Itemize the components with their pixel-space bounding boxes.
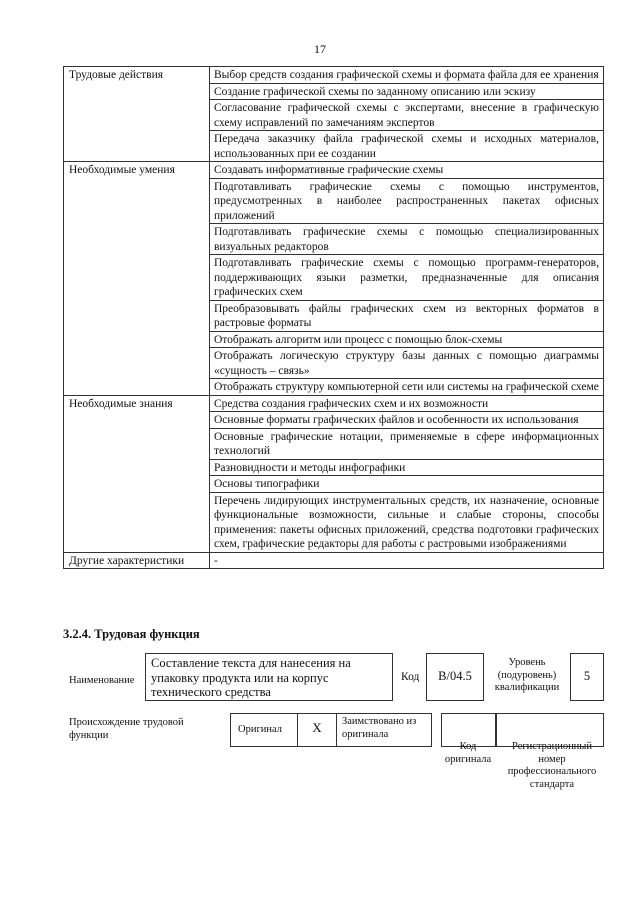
page-number: 17 <box>314 42 326 56</box>
row-value: Подготавливать графические схемы с помощью программ-генераторов, поддерживающих языки разметки, предназначенные для описания графических схем <box>210 255 604 301</box>
row-label: Необходимые знания <box>64 395 210 552</box>
name-value: Составление текста для нанесения на упаковку продукта или на корпус технического средства <box>151 656 351 699</box>
code-original-caption: Код оригинала <box>444 741 492 765</box>
row-value: Выбор средств создания графической схемы и формата файла для ее хранения <box>210 67 604 84</box>
row-value: Отображать алгоритм или процесс с помощью блок-схемы <box>210 331 604 348</box>
table-row <box>64 552 604 569</box>
row-value: Основы типографики <box>210 476 604 493</box>
row-value: - <box>210 552 604 569</box>
row-value: Основные графические нотации, применяемые в сфере информационных технологий <box>210 428 604 459</box>
level-value: 5 <box>583 669 591 683</box>
name-label: Наименование <box>69 675 135 686</box>
section-title: 3.2.4. Трудовая функция <box>63 627 200 641</box>
level-label: Уровень (подуровень) квалификации <box>494 657 560 693</box>
work-function-table <box>63 66 604 569</box>
borrowed-label: Заимствовано из оригинала <box>342 716 417 740</box>
row-label: Другие характеристики <box>64 552 210 569</box>
row-value: Подготавливать графические схемы с помощью специализированных визуальных редакторов <box>210 224 604 255</box>
row-value: Отображать структуру компьютерной сети или системы на графической схеме <box>210 379 604 396</box>
row-value: Создание графической схемы по заданному описанию или эскизу <box>210 83 604 100</box>
code-value: B/04.5 <box>438 669 472 683</box>
original-mark: X <box>312 720 322 735</box>
origin-divider-2 <box>336 713 337 747</box>
table-row <box>64 395 604 412</box>
row-value: Отображать логическую структуру базы данных с помощью диаграммы «сущность – связь» <box>210 348 604 379</box>
row-value: Создавать информативные графические схемы <box>210 162 604 179</box>
original-label: Оригинал <box>238 724 282 735</box>
row-value: Преобразовывать файлы графических схем из векторных форматов в растровые форматы <box>210 300 604 331</box>
row-value: Согласование графической схемы с экспертами, внесение в графическую схему исправлений по замечаниям экспертов <box>210 100 604 131</box>
table-row <box>64 162 604 179</box>
row-value: Перечень лидирующих инструментальных средств, их назначение, основные функциональные возможности, сильные и слабые стороны, способы применения: пакеты офисных приложений, средства подготовки графических схем, графические редакторы для работы с растровыми изображениями <box>210 492 604 552</box>
row-value: Передача заказчику файла графической схемы и исходных материалов, использованных при ее создании <box>210 131 604 162</box>
row-label: Трудовые действия <box>64 67 210 162</box>
code-label: Код <box>401 671 420 683</box>
origin-label: Происхождение трудовой функции <box>69 717 184 741</box>
row-value: Разновидности и методы инфографики <box>210 459 604 476</box>
table-row <box>64 67 604 84</box>
row-value: Подготавливать графические схемы с помощью инструментов, предусмотренных в наиболее распространенных пакетах офисных приложений <box>210 178 604 224</box>
row-label: Необходимые умения <box>64 162 210 396</box>
row-value: Основные форматы графических файлов и особенности их использования <box>210 412 604 429</box>
reg-number-caption: Регистрационный номер профессионального стандарта <box>507 741 597 790</box>
row-value: Средства создания графических схем и их возможности <box>210 395 604 412</box>
